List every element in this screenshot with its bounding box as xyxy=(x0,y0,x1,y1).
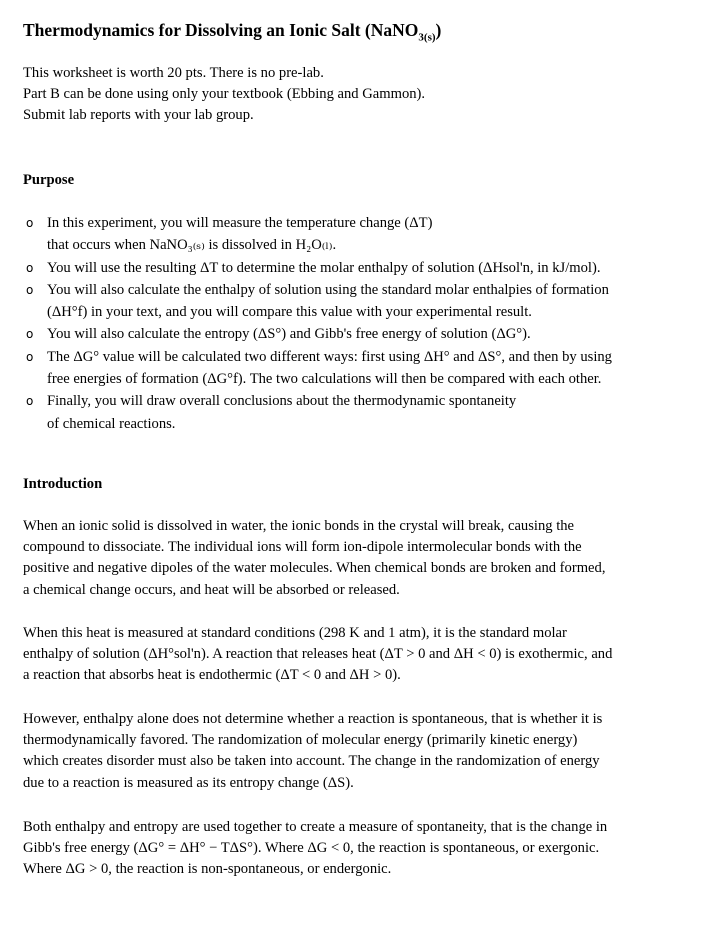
list-item-line: that occurs when NaNO₃₍ₛ₎ is dissolved in H₂O₍ₗ₎. xyxy=(47,237,337,254)
paragraph-line: However, enthalpy alone does not determine whether a reaction is spontaneous, that is whether it is xyxy=(23,711,603,727)
intro-paragraph xyxy=(23,516,683,601)
list-item-line: The ΔG° value will be calculated two different ways: first using ΔH° and ΔS°, and then by using xyxy=(47,348,612,365)
list-item xyxy=(23,212,683,257)
paragraph-line: When this heat is measured at standard conditions (298 K and 1 atm), it is the standard molar xyxy=(23,625,567,641)
paragraph-line: a reaction that absorbs heat is endothermic (ΔT < 0 and ΔH > 0). xyxy=(23,667,401,684)
list-item-line: You will also calculate the enthalpy of solution using the standard molar enthalpies of formation xyxy=(47,281,609,298)
paragraph-line: thermodynamically favored. The randomization of molecular energy (primarily kinetic energy) xyxy=(23,732,578,749)
paragraph-line: due to a reaction is measured as its entropy change (ΔS). xyxy=(23,774,354,791)
intro-paragraph xyxy=(23,817,683,881)
paragraph-line: Where ΔG > 0, the reaction is non-spontaneous, or endergonic. xyxy=(23,861,392,878)
list-item xyxy=(23,390,683,435)
paragraph-line: Gibb's free energy (ΔG° = ΔH° − TΔS°). Where ΔG < 0, the reaction is spontaneous, or exergonic. xyxy=(23,840,600,857)
note-line: This worksheet is worth 20 pts. There is no pre-lab. xyxy=(23,65,324,81)
list-item-line: of chemical reactions. xyxy=(47,415,176,432)
page-title: Thermodynamics for Dissolving an Ionic Salt (NaNO$_{3(s)}$) xyxy=(23,20,442,44)
purpose-heading: Purpose xyxy=(23,172,75,188)
bullet-icon: o xyxy=(26,260,34,275)
bullet-icon: o xyxy=(26,349,34,364)
paragraph-line: enthalpy of solution (ΔH°sol'n). A reaction that releases heat (ΔT > 0 and ΔH < 0) is exothermic, and xyxy=(23,646,613,663)
paragraph-line: which creates disorder must also be taken into account. The change in the randomization of energy xyxy=(23,753,600,770)
paragraph-line: compound to dissociate. The individual ions will form ion-dipole intermolecular bonds with the xyxy=(23,539,582,556)
purpose-list xyxy=(23,212,683,435)
list-item xyxy=(23,257,683,279)
paragraph-line: When an ionic solid is dissolved in water, the ionic bonds in the crystal will break, causing the xyxy=(23,518,575,534)
list-item-line: free energies of formation (ΔG°f). The two calculations will then be compared with each other. xyxy=(47,371,602,388)
list-item-line: You will also calculate the entropy (ΔS°) and Gibb's free energy of solution (ΔG°). xyxy=(47,326,531,343)
intro-paragraph xyxy=(23,623,683,687)
paragraph-line: a chemical change occurs, and heat will be absorbed or released. xyxy=(23,581,400,598)
list-item-line: In this experiment, you will measure the temperature change (ΔT) xyxy=(47,215,433,231)
paragraph-line: Both enthalpy and entropy are used together to create a measure of spontaneity, that is the change in xyxy=(23,819,608,835)
bullet-icon: o xyxy=(26,216,34,230)
introduction-heading: Introduction xyxy=(23,476,103,492)
note-line: Part B can be done using only your textbook (Ebbing and Gammon). xyxy=(23,86,426,102)
list-item-line: (ΔH°f) in your text, and you will compare this value with your experimental result. xyxy=(47,304,532,321)
list-item-line: Finally, you will draw overall conclusions about the thermodynamic spontaneity xyxy=(47,393,517,410)
list-item xyxy=(23,323,683,345)
intro-paragraph xyxy=(23,709,683,794)
paragraph-line: positive and negative dipoles of the water molecules. When chemical bonds are broken and formed, xyxy=(23,560,606,577)
list-item xyxy=(23,346,683,391)
worksheet-notes xyxy=(23,63,425,126)
bullet-icon: o xyxy=(26,327,34,342)
bullet-icon: o xyxy=(26,282,34,297)
list-item-line: You will use the resulting ΔT to determine the molar enthalpy of solution (ΔHsol'n, in kJ/mol). xyxy=(47,259,601,276)
note-line: Submit lab reports with your lab group. xyxy=(23,107,254,123)
bullet-icon: o xyxy=(26,394,34,409)
list-item xyxy=(23,279,683,324)
